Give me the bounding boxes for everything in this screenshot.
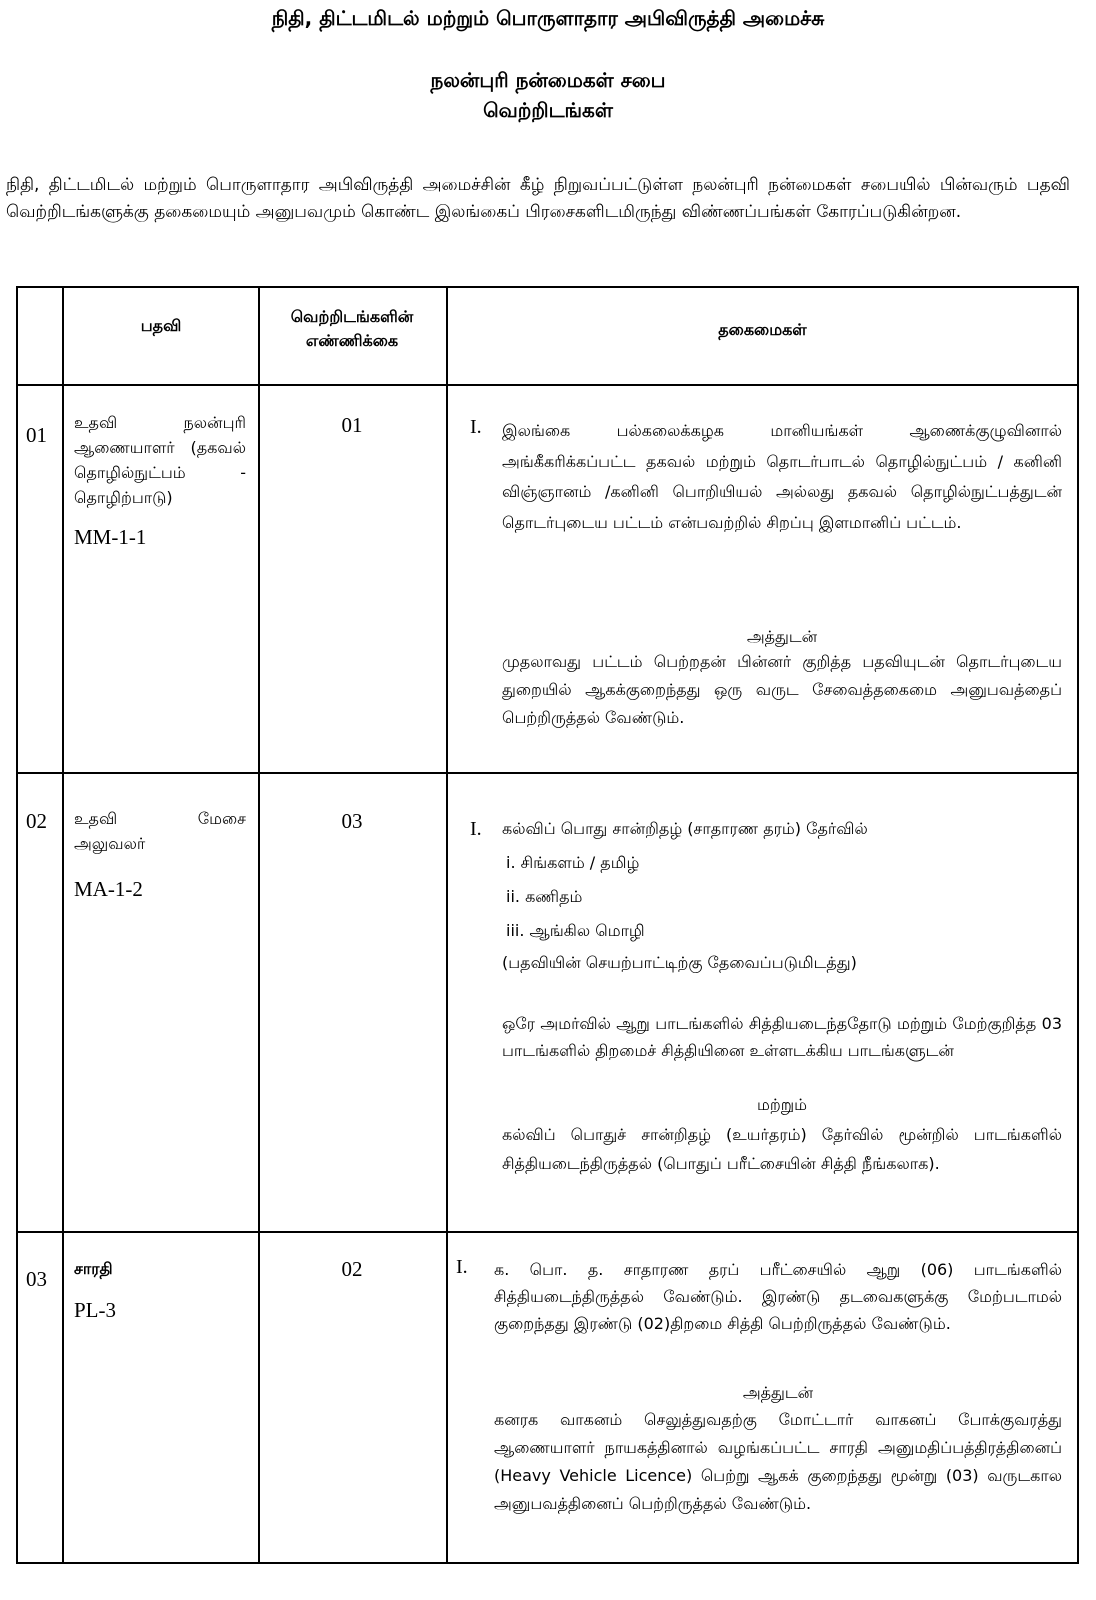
row2-subject-1: i. சிங்களம் / தமிழ் <box>506 853 640 872</box>
row1-roman: I. <box>470 416 482 438</box>
row1-post-cell <box>74 410 246 550</box>
header-post: பதவி <box>140 316 182 335</box>
table-border-row2 <box>16 1231 1079 1233</box>
row2-code: MA-1-2 <box>74 877 143 901</box>
table-border-header <box>16 384 1079 386</box>
table-border-row1 <box>16 772 1079 774</box>
row1-code: MM-1-1 <box>74 525 147 549</box>
table-border-left <box>16 286 18 1564</box>
table-border-right <box>1077 286 1079 1564</box>
row2-conjunction: மற்றும் <box>756 1095 807 1114</box>
row2-roman: I. <box>470 818 482 840</box>
row2-qualification: கல்விப் பொது சான்றிதழ் (சாதாரண தரம்) தேர்வில் <box>502 819 868 838</box>
row3-post-cell <box>74 1256 246 1323</box>
row1-count: 01 <box>341 413 363 437</box>
row3-post: சாரதி <box>74 1259 113 1278</box>
row3-roman: I. <box>456 1256 468 1278</box>
row3-no: 03 <box>26 1267 47 1291</box>
row2-qualification-3: கல்விப் பொதுச் சான்றிதழ் (உயர்தரம்) தேர்வில் மூன்றில் பாடங்களில் சித்தியடைந்திருத்தல் (பொதுப் பரீட்சையின் சித்தி நீங்கலாக). <box>502 1125 1062 1173</box>
table-border-col2 <box>258 286 260 1564</box>
vacancies-title: வெற்றிடங்கள் <box>483 98 613 122</box>
row2-no: 02 <box>26 809 47 833</box>
row2-qualification-2: ஒரே அமர்வில் ஆறு பாடங்களில் சித்தியடைந்ததோடு மற்றும் மேற்குறித்த 03 பாடங்களில் திறமைச் சித்தியினை உள்ளடக்கிய பாடங்களுடன் <box>502 1014 1062 1060</box>
row3-conjunction: அத்துடன் <box>742 1383 814 1402</box>
intro-paragraph: நிதி, திட்டமிடல் மற்றும் பொருளாதார அபிவிருத்தி அமைச்சின் கீழ் நிறுவப்பட்டுள்ள நலன்புரி நன்மைகள் சபையில் பின்வரும் பதவி வெற்றிடங்களுக்கு தகைமையும் அனுபவமும் கொண்ட இலங்கைப் பிரசைகளிடமிருந்து விண்ணப்பங்கள் கோரப்படுகின்றன. <box>6 175 1070 222</box>
header-qualifications: தகைமைகள் <box>718 320 807 339</box>
row1-qualification: இலங்கை பல்கலைக்கழக மானியங்கள் ஆணைக்குழுவினால் அங்கீகரிக்கப்பட்ட தகவல் மற்றும் தொடர்பாடல் தொழில்நுட்பம் / கனினி விஞ்ஞானம் /கனினி பொறியியல் அல்லது தகவல் தொழில்நுட்பத்துடன் தொடர்புடைய பட்டம் என்பவற்றில் சிறப்பு இளமானிப் பட்டம். <box>502 421 1062 532</box>
row1-post: உதவி நலன்புரி ஆணையாளர் (தகவல் தொழில்நுட்பம் - தொழிற்பாடு) <box>74 413 246 507</box>
row3-code: PL-3 <box>74 1298 116 1322</box>
row2-subject-2: ii. கணிதம் <box>506 887 583 906</box>
row2-count: 03 <box>341 809 363 833</box>
row2-subject-3: iii. ஆங்கில மொழி <box>506 921 645 940</box>
row1-no: 01 <box>26 423 47 447</box>
board-title: நலன்புரி நன்மைகள் சபை <box>430 68 666 92</box>
table-border-top <box>16 286 1079 288</box>
row2-post: உதவி மேசை அலுவலர் <box>74 809 246 853</box>
row1-conjunction: அத்துடன் <box>746 627 818 646</box>
ministry-title: நிதி, திட்டமிடல் மற்றும் பொருளாதார அபிவிருத்தி அமைச்சு <box>271 6 825 30</box>
row3-qualification: க. பொ. த. சாதாரண தரப் பரீட்சையில் ஆறு (06) பாடங்களில் சித்தியடைந்திருத்தல் வேண்டும். இரண்டு தடவைகளுக்கு மேற்படாமல் குறைந்தது இரண்டு (02)திறமை சித்தி பெற்றிருத்தல் வேண்டும். <box>494 1260 1062 1333</box>
row2-post-cell <box>74 806 246 902</box>
row3-qualification-2: கனரக வாகனம் செலுத்துவதற்கு மோட்டார் வாகனப் போக்குவரத்து ஆணையாளர் நாயகத்தினால் வழங்கப்பட்ட சாரதி அனுமதிப்பத்திரத்தினைப் (Heavy Vehicle Licence) பெற்று ஆகக் குறைந்தது மூன்று (03) வருடகால அனுபவத்தினைப் பெற்றிருத்தல் வேண்டும். <box>494 1410 1062 1513</box>
table-border-bottom <box>16 1562 1079 1564</box>
header-count: வெற்றிடங்களின் எண்ணிக்கை <box>290 307 414 350</box>
row2-note: (பதவியின் செயற்பாட்டிற்கு தேவைப்படுமிடத்து) <box>502 953 857 972</box>
table-border-col1 <box>62 286 64 1564</box>
row1-qualification-2: முதலாவது பட்டம் பெற்றதன் பின்னர் குறித்த பதவியுடன் தொடர்புடைய துறையில் ஆகக்குறைந்தது ஒரு வருட சேவைத்தகைமை அனுபவத்தைப் பெற்றிருத்தல் வேண்டும். <box>502 652 1062 727</box>
table-border-col3 <box>446 286 448 1564</box>
row3-count: 02 <box>341 1257 363 1281</box>
